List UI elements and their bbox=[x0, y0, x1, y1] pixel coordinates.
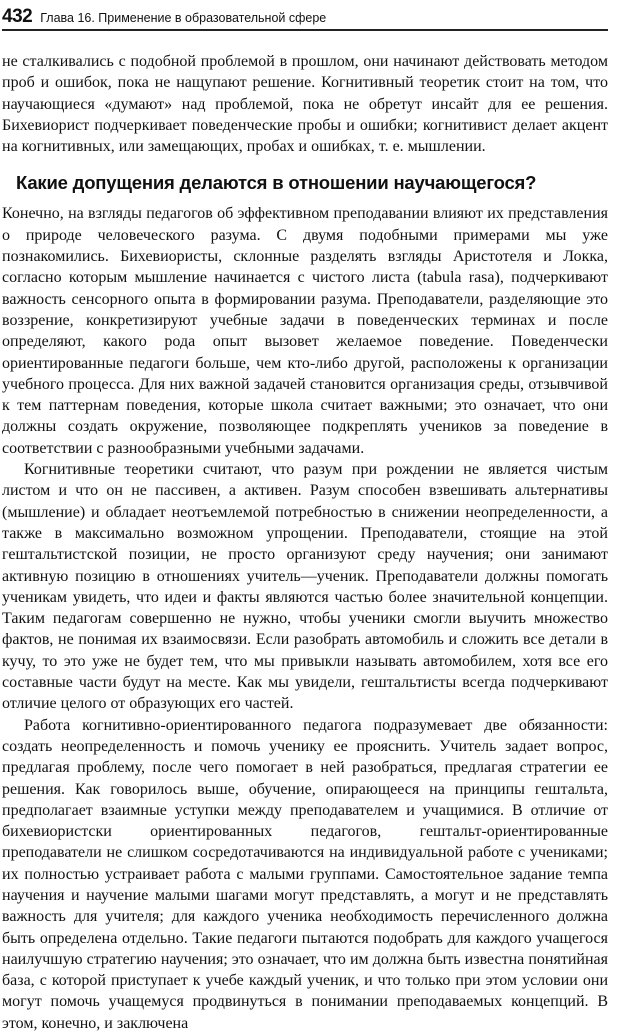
running-head bbox=[2, 6, 608, 31]
page-number: 432 bbox=[2, 6, 33, 27]
paragraph-cognitive-theorists: Когнитивные теоретики считают, что разум при рождении не является чистым листом и что он не пассивен, а активен. Разум способен взвешивать альтернативы (мышление) и обладает неотъемлемой потребностью в снижении неопределенности, а также в максимально возможном упрощении. Преподаватели, стоящие на этой гештальтистской позиции, не просто организуют среду научения; они занимают активную позицию в отношениях учитель—ученик. Преподаватели должны помогать ученикам увидеть, что идеи и факты являются частью более значительной концепции. Таким педагогам совершенно не нужно, чтобы ученики смогли выучить множество фактов, не понимая их взаимосвязи. Если разобрать автомобиль и сложить все детали в кучу, то это уже не будет тем, что мы привыкли называть автомобилем, хотя все его составные части будут на месте. Как мы увидели, гештальтисты всегда подчеркивают отличие целого от образующих его частей. bbox=[2, 461, 608, 713]
chapter-title: Глава 16. Применение в образовательной сфере bbox=[40, 11, 327, 25]
paragraph-continuation: не сталкивались с подобной проблемой в прошлом, они начинают действовать методом проб и ошибок, пока не нащупают решение. Когнитивный теоретик стоит на том, что научающиеся «думают» над проблемой, пока не обретут инсайт для ее решения. Бихевиорист подчеркивает поведенческие пробы и ошибки; когнитивист делает акцент на когнитивных, или замещающих, пробах и ошибках, т. е. мышлении. bbox=[2, 53, 608, 156]
body-text bbox=[2, 51, 608, 1034]
section-heading: Какие допущения делаются в отношении научающегося? bbox=[16, 172, 537, 194]
paragraph-cognitive-teacher: Работа когнитивно-ориентированного педагога подразумевает две обязанности: создать неопределенность и помочь ученику ее прояснить. Учитель задает вопрос, предлагая проблему, после чего помогает в ней разобраться, предлагая стратегии ее решения. Как говорилось выше, обучение, опирающееся на принципы гештальта, предполагает взаимные уступки между преподавателем и учащимися. В отличие от бихевиористски ориентированных педагогов, гештальт-ориентированные преподаватели не слишком сосредотачиваются на индивидуальной работе с учениками; их полностью устраивает работа с малыми группами. Самостоятельное задание темпа научения и научение малыми шагами могут представлять, а могут и не представлять важность для учителя; для каждого ученика необходимость перечисленного должна быть определена отдельно. Такие педагоги пытаются подобрать для каждого учащегося наилучшую стратегию научения; это означает, что им должна быть известна понятийная база, с которой приступает к учебе каждый ученик, и что только при этом условии они могут помочь учащемуся продвинуться в понимании преподаваемых концепций. В этом, конечно, и заключена bbox=[2, 716, 608, 1032]
paragraph-assumptions: Конечно, на взгляды педагогов об эффективном преподавании влияют их представления о природе человеческого разума. С двумя подобными примерами мы уже познакомились. Бихевиористы, склонные разделять взгляды Аристотеля и Локка, согласно которым мышление начинается с чистого листа (tabula rasa), подчеркивают важность сенсорного опыта в формировании разума. Преподаватели, разделяющие это воззрение, конкретизируют учебные задачи в поведенческих терминах и после определяют, какого рода опыт вызовет желаемое поведение. Поведенчески ориентированные педагоги больше, чем кто-либо другой, расположены к организации учебного процесса. Для них важной задачей становится организация среды, отзывчивой к тем паттернам поведения, которые школа считает важными; это означает, что они должны создать окружение, позволяющее подкреплять учеников за поведение в соответствии с разнообразными учебными задачами. bbox=[2, 205, 608, 457]
